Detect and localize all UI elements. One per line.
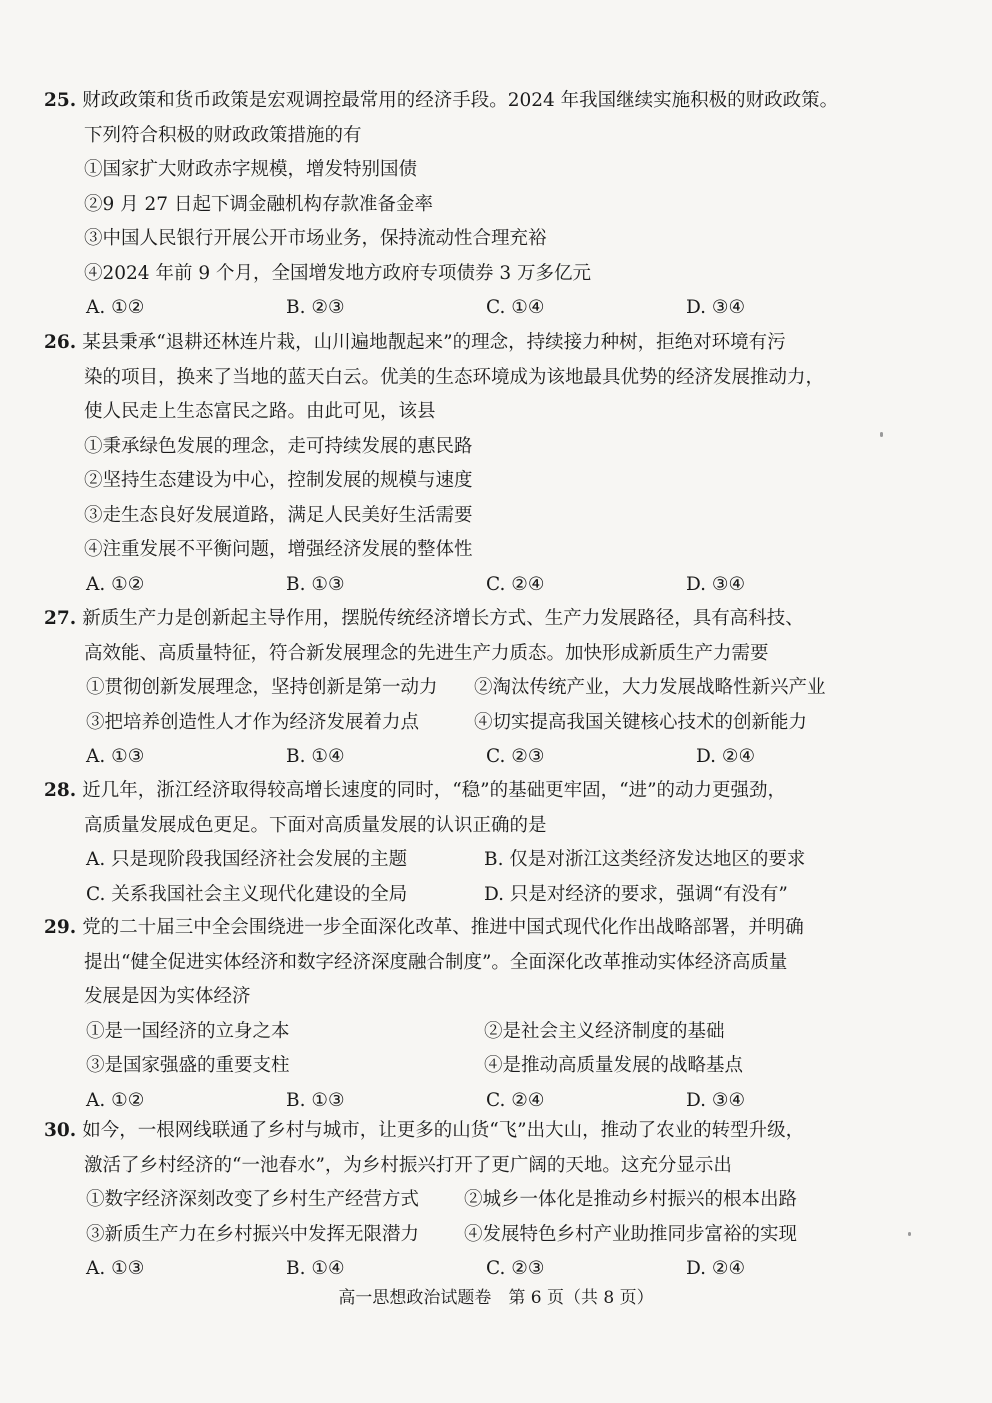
question-stem: 提出“健全促进实体经济和数字经济深度融合制度”。全面深化改革推动实体经济高质量 [84, 951, 788, 973]
choice-a[interactable]: A. 只是现阶段我国经济社会发展的主题 [86, 849, 408, 870]
statement: ④注重发展不平衡问题，增强经济发展的整体性 [84, 539, 473, 560]
choice-d[interactable]: D. ③④ [686, 1089, 746, 1111]
answer-choices [44, 1252, 944, 1287]
answer-choices [44, 843, 944, 878]
choice-b[interactable]: B. ①③ [286, 1089, 345, 1111]
statement: ②9 月 27 日起下调金融机构存款准备金率 [84, 193, 433, 215]
question-stem: 某县秉承“退耕还林连片栽，山川遍地靓起来”的理念，持续接力种树，拒绝对环境有污 [82, 332, 786, 353]
statement: ①是一国经济的立身之本 [86, 1020, 290, 1042]
question-stem: 党的二十届三中全会围绕进一步全面深化改革、推进中国式现代化作出战略部署，并明确 [82, 917, 804, 938]
question-26 [44, 326, 944, 602]
statement: ①贯彻创新发展理念，坚持创新是第一动力 [86, 677, 438, 698]
statement: ④切实提高我国关键核心技术的创新能力 [474, 711, 808, 733]
statement: ③中国人民银行开展公开市场业务，保持流动性合理充裕 [84, 228, 547, 249]
statement: ①数字经济深刻改变了乡村生产经营方式 [86, 1189, 420, 1210]
question-stem: 近几年，浙江经济取得较高增长速度的同时，“稳”的基础更牢固，“进”的动力更强劲， [82, 780, 787, 801]
choice-d[interactable]: D. ②④ [696, 746, 756, 767]
statement: ④2024 年前 9 个月，全国增发地方政府专项债券 3 万多亿元 [84, 262, 592, 284]
choice-a[interactable]: A. ①② [86, 1089, 145, 1111]
statement: ③是国家强盛的重要支柱 [86, 1055, 290, 1076]
question-stem: 激活了乡村经济的“一池春水”，为乡村振兴打开了更广阔的天地。这充分显示出 [84, 1154, 732, 1176]
question-stem: 如今，一根网线联通了乡村与城市，让更多的山货“飞”出大山，推动了农业的转型升级， [82, 1120, 805, 1141]
statement: ①秉承绿色发展的理念，走可持续发展的惠民路 [84, 435, 473, 457]
statement: ②城乡一体化是推动乡村振兴的根本出路 [464, 1189, 798, 1210]
choice-a[interactable]: A. ①② [86, 297, 145, 318]
statement: ③把培养创造性人才作为经济发展着力点 [86, 711, 420, 733]
question-stem: 高质量发展成色更足。下面对高质量发展的认识正确的是 [84, 814, 547, 836]
choice-b[interactable]: B. ①④ [286, 1258, 345, 1279]
answer-choices [44, 291, 944, 326]
statement: ②淘汰传统产业，大力发展战略性新兴产业 [474, 677, 826, 698]
choice-a[interactable]: A. ①② [86, 573, 145, 595]
statement-row [44, 1183, 944, 1218]
question-25 [44, 84, 944, 326]
choice-a[interactable]: A. ①③ [86, 746, 145, 767]
choice-a[interactable]: A. ①③ [86, 1258, 145, 1279]
question-number: 30. [44, 1120, 77, 1141]
question-number: 27. [44, 608, 77, 629]
statement: ③走生态良好发展道路，满足人民美好生活需要 [84, 504, 473, 526]
choice-d[interactable]: D. ③④ [686, 573, 746, 595]
statement-row [44, 1015, 944, 1050]
statement-row [44, 706, 944, 741]
statement: ①国家扩大财政赤字规模，增发特别国债 [84, 159, 418, 180]
choice-c[interactable]: C. ②③ [486, 1258, 545, 1279]
question-30 [44, 1114, 944, 1287]
question-number: 25. [44, 90, 77, 111]
answer-choices [44, 1084, 944, 1119]
question-number: 28. [44, 780, 77, 801]
choice-b[interactable]: B. 仅是对浙江这类经济发达地区的要求 [484, 849, 806, 870]
question-stem: 高效能、高质量特征，符合新发展理念的先进生产力质态。加快形成新质生产力需要 [84, 642, 769, 664]
choice-c[interactable]: C. ②④ [486, 573, 545, 595]
question-27 [44, 602, 944, 775]
choice-b[interactable]: B. ①③ [286, 573, 345, 595]
page-footer: 高一思想政治试题卷 第 6 页（共 8 页） [338, 1288, 654, 1308]
choice-b[interactable]: B. ②③ [286, 297, 345, 318]
statement: ②是社会主义经济制度的基础 [484, 1020, 725, 1042]
statement: ②坚持生态建设为中心，控制发展的规模与速度 [84, 470, 473, 491]
statement: ④是推动高质量发展的战略基点 [484, 1055, 744, 1076]
answer-choices [44, 568, 944, 603]
question-number: 29. [44, 917, 77, 938]
question-29 [44, 911, 944, 1118]
choice-c[interactable]: C. 关系我国社会主义现代化建设的全局 [86, 883, 408, 905]
choice-d[interactable]: D. ②④ [686, 1258, 746, 1279]
statement-row [44, 1218, 944, 1253]
question-stem: 发展是因为实体经济 [84, 986, 251, 1007]
statement: ④发展特色乡村产业助推同步富裕的实现 [464, 1223, 798, 1245]
question-stem: 使人民走上生态富民之路。由此可见，该县 [84, 401, 436, 422]
question-stem: 下列符合积极的财政政策措施的有 [84, 124, 362, 146]
choice-c[interactable]: C. ②③ [486, 746, 545, 767]
question-number: 26. [44, 332, 77, 353]
statement-row [44, 671, 944, 706]
answer-choices [44, 878, 944, 913]
statement-row [44, 1049, 944, 1084]
question-28 [44, 774, 944, 912]
answer-choices [44, 740, 944, 775]
question-stem: 财政政策和货币政策是宏观调控最常用的经济手段。2024 年我国继续实施积极的财政政策。 [82, 90, 839, 111]
choice-c[interactable]: C. ②④ [486, 1089, 545, 1111]
scan-speck [880, 432, 883, 437]
choice-d[interactable]: D. 只是对经济的要求，强调“有没有” [484, 883, 788, 905]
choice-d[interactable]: D. ③④ [686, 297, 746, 318]
choice-b[interactable]: B. ①④ [286, 746, 345, 767]
choice-c[interactable]: C. ①④ [486, 297, 545, 318]
scan-speck [908, 1232, 911, 1236]
statement: ③新质生产力在乡村振兴中发挥无限潜力 [86, 1223, 420, 1245]
question-stem: 染的项目，换来了当地的蓝天白云。优美的生态环境成为该地最具优势的经济发展推动力， [84, 366, 825, 388]
question-stem: 新质生产力是创新起主导作用，摆脱传统经济增长方式、生产力发展路径，具有高科技、 [82, 608, 804, 629]
